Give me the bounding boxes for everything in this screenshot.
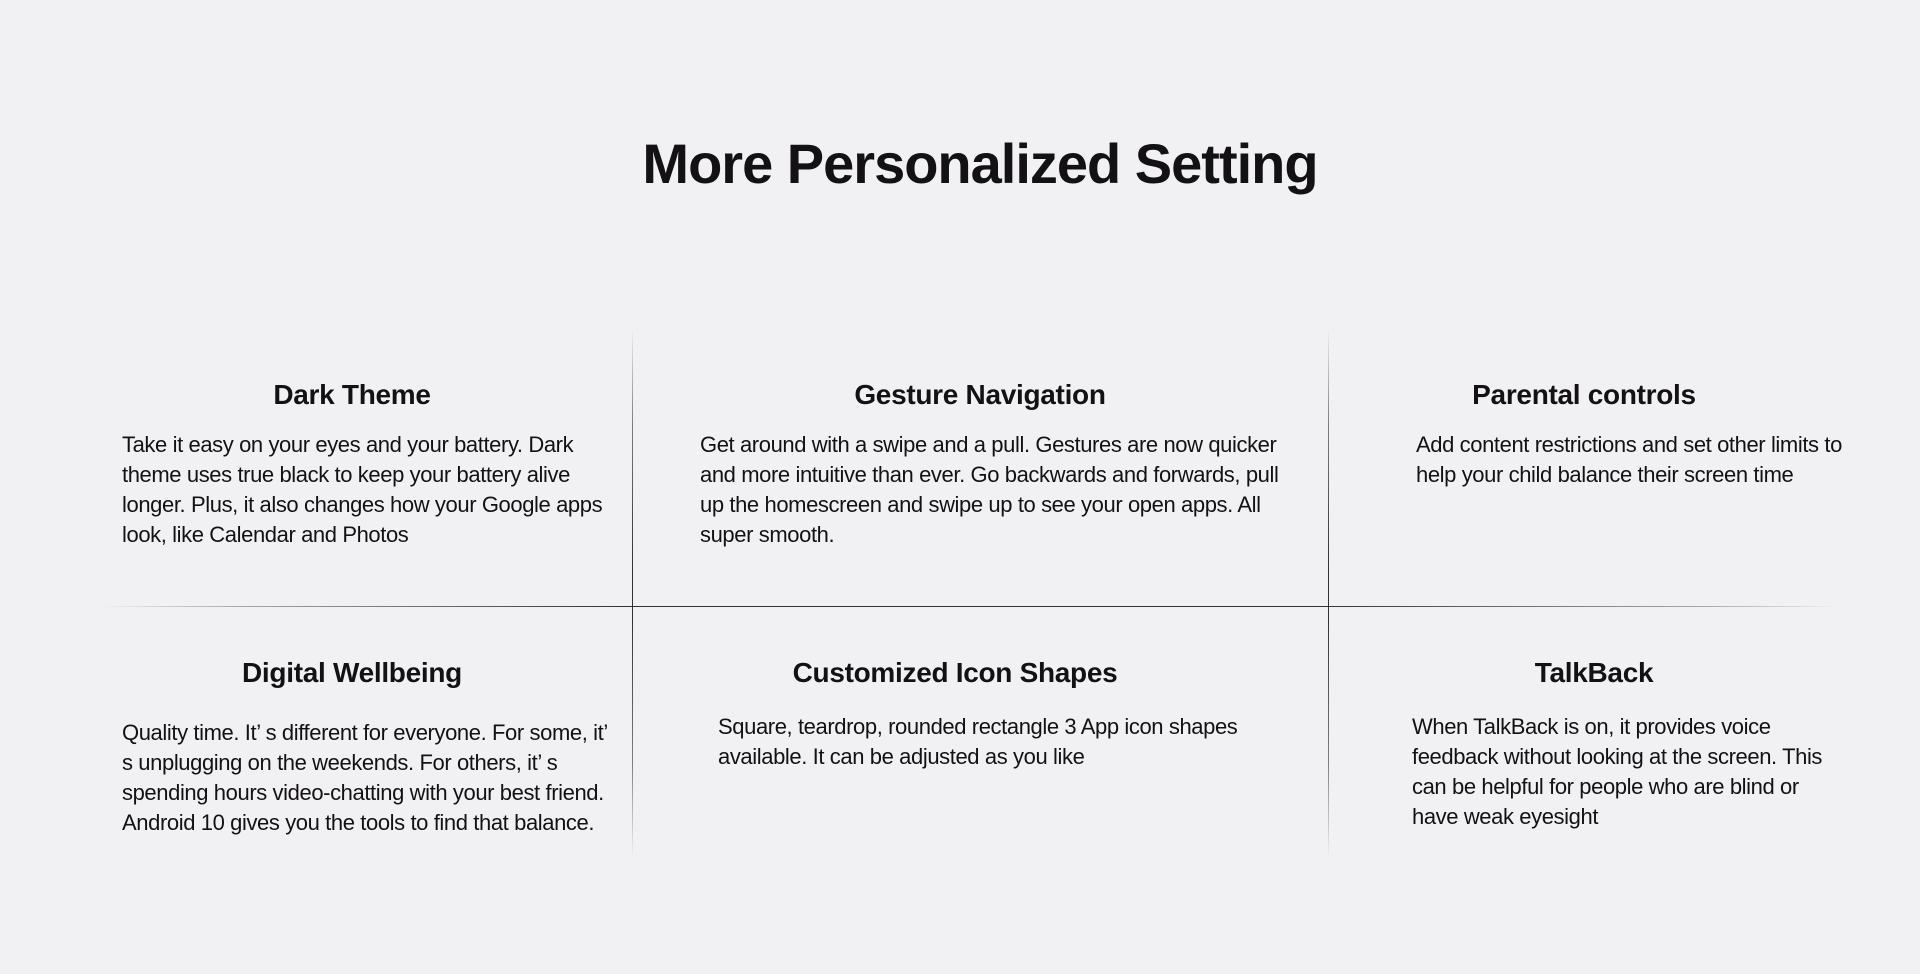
feature-title-customized-icon-shapes: Customized Icon Shapes	[792, 657, 1118, 688]
grid-divider-vertical-left	[632, 328, 633, 858]
feature-description-customized-icon-shapes: Square, teardrop, rounded rectangle 3 App icon shapes available. It can be adjusted as you like	[718, 714, 1238, 769]
feature-title-parental-controls: Parental controls	[1472, 379, 1696, 410]
feature-description-talkback: When TalkBack is on, it provides voice feedback without looking at the screen. This can be helpful for people who are blind or have weak eyesight	[1412, 714, 1823, 829]
feature-title-talkback: TalkBack	[1534, 657, 1654, 688]
grid-divider-horizontal	[100, 606, 1840, 607]
feature-description-dark-theme: Take it easy on your eyes and your battery. Dark theme uses true black to keep your battery alive longer. Plus, it also changes how your Google apps look, like Calendar and Photos	[122, 432, 603, 547]
feature-title-digital-wellbeing: Digital Wellbeing	[242, 657, 462, 688]
feature-description-gesture-navigation: Get around with a swipe and a pull. Gestures are now quicker and more intuitive than ever. Go backwards and forwards, pull up the homescreen and swipe up to see your open apps. All super smooth.	[700, 432, 1279, 547]
feature-description-parental-controls: Add content restrictions and set other limits to help your child balance their screen time	[1416, 432, 1842, 487]
feature-description-digital-wellbeing: Quality time. It’ s different for everyone. For some, it’ s unplugging on the weekends. For others, it’ s spending hours video-chatting with your best friend. Android 10 gives you the tools to find that balance.	[122, 720, 608, 835]
grid-divider-vertical-right	[1328, 328, 1329, 858]
page-title: More Personalized Setting	[642, 132, 1318, 195]
feature-title-gesture-navigation: Gesture Navigation	[854, 379, 1106, 410]
feature-title-dark-theme: Dark Theme	[273, 379, 431, 410]
